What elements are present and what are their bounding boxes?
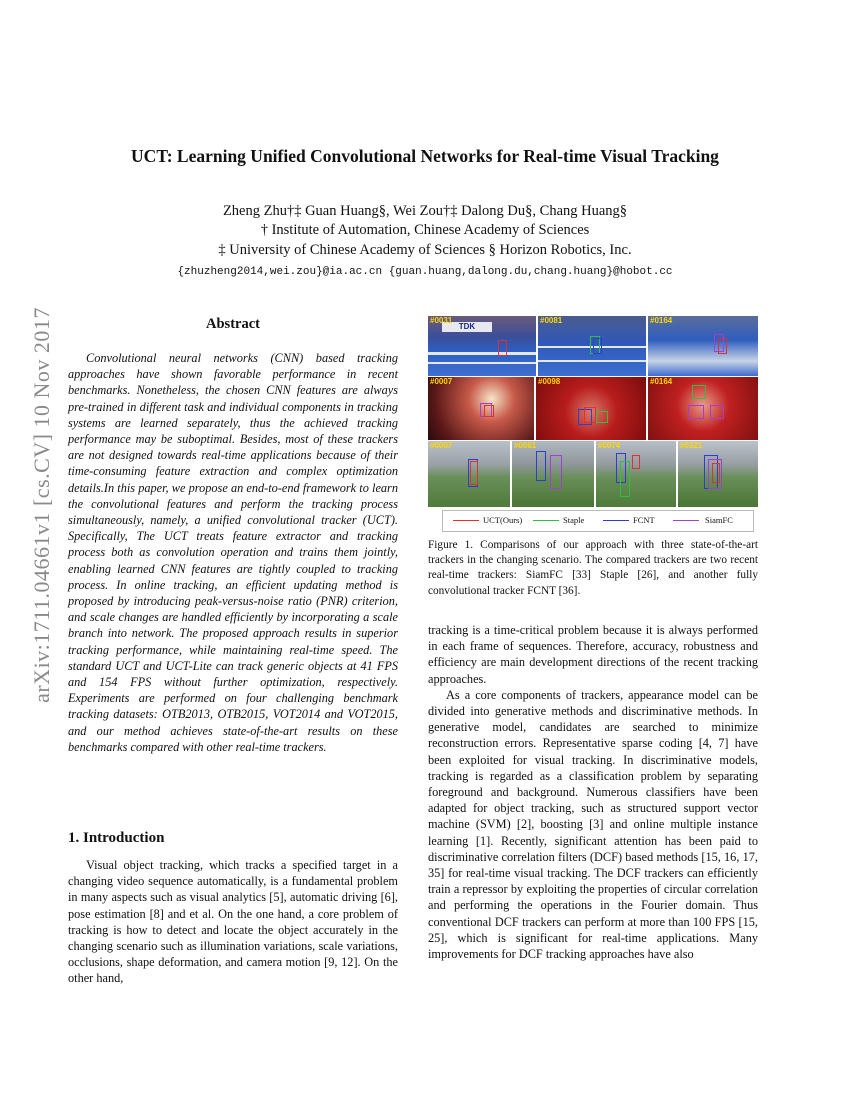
legend-label-staple: Staple: [563, 515, 585, 525]
intro-text: Visual object tracking, which tracks a specified target in a changing video sequence automatically, is a fundamental problem in many aspects such as visual analytics [5], automatic driving [6], pose estimation [8] and et al. On the one hand, a core problem of tracking is how to detect and locate the object accurately in the changing scenario such as illumination variations, scale variations, occlusions, shape deformation, and camera motion [9, 12]. On the other hand,: [68, 858, 398, 986]
fcnt-box: [536, 451, 546, 481]
legend-line-uct: [453, 520, 479, 521]
affiliation-1: † Institute of Automation, Chinese Academy of Sciences: [260, 222, 590, 238]
frame-number: #0098: [538, 377, 561, 386]
frame-crowd-2: [536, 377, 646, 440]
frame-crowd-3: [648, 377, 758, 440]
uct-box: [470, 461, 478, 485]
abstract-text: Convolutional neural networks (CNN) based tracking approaches have shown favorable performance in recent benchmarks. Nonetheless, the chosen CNN features are always pre-trained in different task and individual components in tracking systems are learned separately, thus the achieved tracking performance may be suboptimal. Besides, most of these trackers are not designed towards real-time applications because of their time-consuming feature extraction and complex optimization details.In this paper, we propose an end-to-end framework to learn the convolutional features and perform the tracking process simultaneously, namely, a unified convolutional tracker (UCT). Specifically, The UCT treats feature extractor and tracking process both as convolution operation and trains them jointly, enabling learned CNN features are tightly coupled to tracking process. In online tracking, an efficient updating method is proposed by introducing peak-versus-noise ratio (PNR) criterion, and scale changes are handled efficiently by incorporating a scale branch into network. The proposed approach results in superior tracking performance, while maintaining real-time speed. The standard UCT and UCT-Lite can track generic objects at 41 FPS and 154 FPS without further optimization, respectively. Experiments are performed on four challenging benchmark tracking datasets: OTB2013, OTB2015, VOT2014 and VOT2015, and our method achieves state-of-the-art results on these benchmarks compared with other real-time trackers.: [68, 351, 398, 754]
track-lane-line: [428, 352, 536, 355]
staple-box: [620, 461, 630, 497]
siamfc-box: [550, 455, 562, 489]
figure-1: [428, 316, 758, 532]
legend-line-fcnt: [603, 520, 629, 521]
frame-running-1: [428, 316, 536, 376]
legend-label-siamfc: SiamFC: [705, 515, 733, 525]
frame-number: #0007: [430, 377, 453, 386]
author-emails: {zhuzheng2014,wei.zou}@ia.ac.cn {guan.huang,dalong.du,chang.huang}@hobot.cc: [177, 266, 673, 278]
track-lane-line: [428, 362, 536, 364]
legend-label-uct: UCT(Ours): [483, 515, 523, 525]
staple-box: [596, 411, 608, 423]
intro-heading: 1. Introduction: [68, 830, 165, 846]
frame-field-4: [678, 441, 758, 507]
arxiv-stamp-text: arXiv:1711.04661v1 [cs.CV] 10 Nov 2017: [29, 307, 54, 703]
uct-box: [712, 463, 720, 483]
uct-box: [484, 405, 494, 417]
siamfc-box: [688, 405, 704, 419]
uct-box: [584, 407, 596, 423]
paper-title: UCT: Learning Unified Convolutional Networks for Real-time Visual Tracking: [131, 146, 719, 166]
frame-number: #0164: [650, 377, 673, 386]
fcnt-box: [593, 338, 602, 354]
frame-number: #0061: [514, 441, 537, 450]
legend-line-staple: [533, 520, 559, 521]
staple-box: [692, 385, 706, 399]
frame-crowd-1: [428, 377, 534, 440]
frame-field-1: [428, 441, 510, 507]
right-paragraph-2: As a core components of trackers, appearance model can be divided into generative methods and discriminative methods. In generative model, candidates are searched to minimize reconstruction errors. Representative sparse coding [4, 7] have been exploited for visual tracking. In discriminative models, tracking is regarded as a classification problem by separating foreground and background. Numerous classifiers have been adapted for object tracking, such as structured support vector machine (SVM) [2], boosting [3] and online multiple instance learning [1]. Recently, significant attention has been paid to discriminative correlation filters (DCF) based methods [15, 16, 17, 35] for real-time visual tracking. The DCF trackers can efficiently train a repressor by exploiting the properties of circular correlation and performing the operations in the Fourier domain. Thus conventional DCF trackers can perform at more than 100 FPS [15, 25], which is significant for real-time applications. Many improvements for DCF tracking approaches have also: [428, 687, 758, 962]
frame-number: #0031: [430, 316, 453, 325]
frame-number: #0321: [680, 441, 703, 450]
figure-row-running: [428, 316, 758, 376]
frame-running-3: [648, 316, 758, 376]
figure-row-crowd: [428, 377, 758, 440]
right-column-text: [428, 622, 758, 962]
right-paragraph-1: tracking is a time-critical problem because it is always performed in each frame of sequences. Therefore, accuracy, robustness and efficiency are main development directions of the recent tracking approaches.: [428, 623, 758, 686]
siamfc-box: [710, 405, 724, 419]
uct-box: [498, 340, 507, 356]
frame-number: #0007: [430, 441, 453, 450]
frame-number: #0081: [540, 316, 563, 325]
frame-field-3: [596, 441, 676, 507]
arxiv-stamp: [28, 200, 56, 810]
banner-sign: TDK: [442, 322, 492, 332]
abstract-heading: Abstract: [206, 316, 260, 332]
uct-box: [632, 455, 640, 469]
figure-caption: Figure 1. Comparisons of our approach with three state-of-the-art trackers in the changing scenario. The compared trackers are two recent real-time trackers: SiamFC [33] Staple [26], and another fully convolutional tracker FCNT [36].: [428, 539, 758, 597]
track-lane-line: [538, 360, 646, 362]
frame-number: #0164: [650, 316, 673, 325]
figure-legend: [442, 510, 754, 532]
frame-number: #0074: [598, 441, 621, 450]
figure-row-field: [428, 441, 758, 507]
frame-running-2: [538, 316, 646, 376]
legend-line-siamfc: [673, 520, 699, 521]
legend-label-fcnt: FCNT: [633, 515, 655, 525]
affiliation-2: ‡ University of Chinese Academy of Sciences § Horizon Robotics, Inc.: [218, 242, 632, 258]
author-list: Zheng Zhu†‡ Guan Huang§, Wei Zou†‡ Dalong Du§, Chang Huang§: [222, 203, 628, 219]
frame-field-2: [512, 441, 594, 507]
uct-box: [718, 338, 727, 354]
